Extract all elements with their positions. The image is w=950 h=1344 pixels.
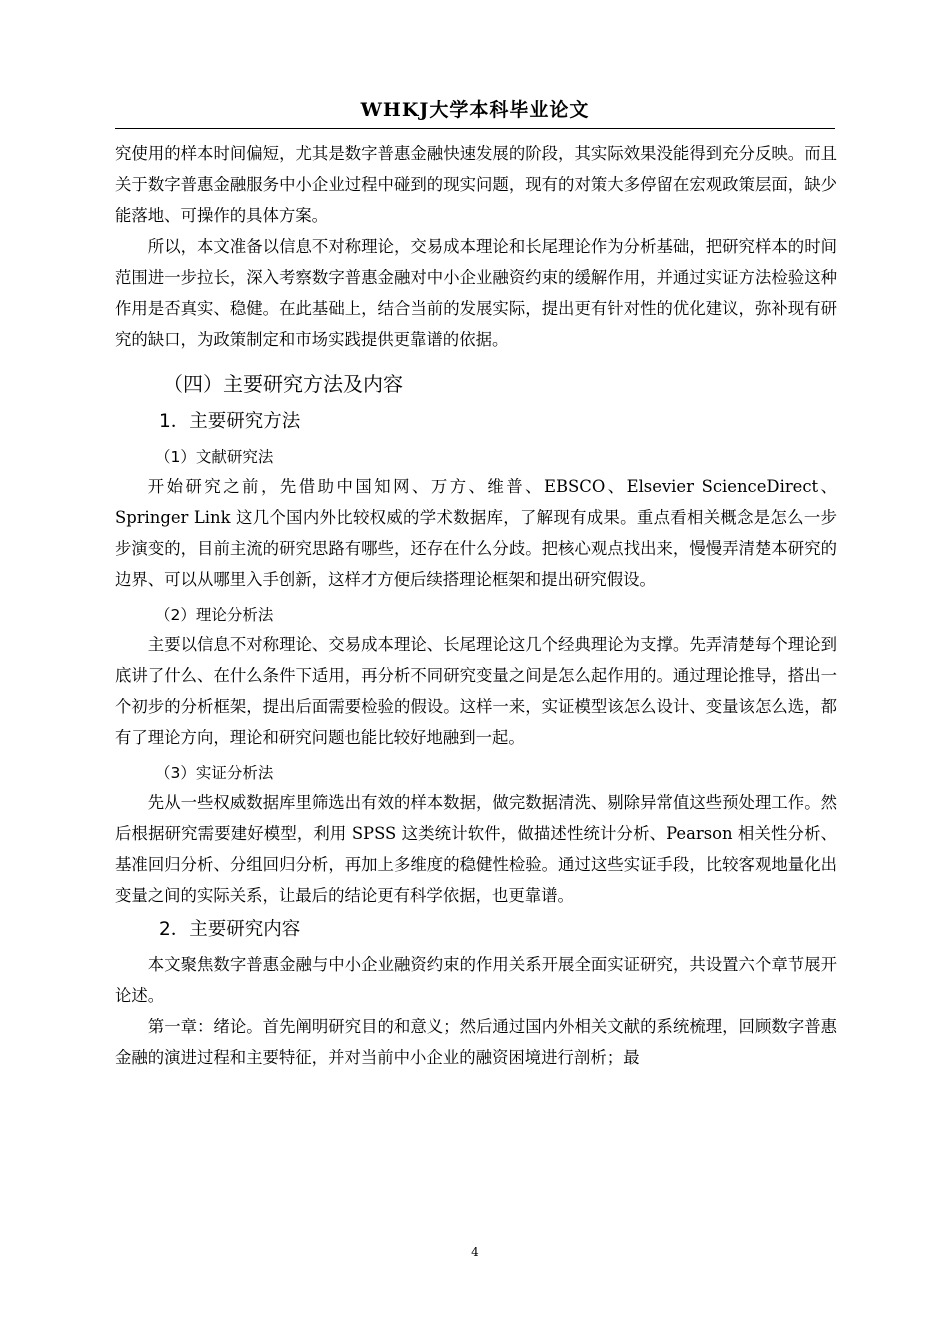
section-heading: （四）主要研究方法及内容 [163,372,403,396]
subsection-heading: 1．主要研究方法 [159,411,301,432]
body-paragraph: 先从一些权威数据库里筛选出有效的样本数据，做完数据清洗、剔除异常值这些预处理工作。然后根据研究需要建好模型，利用 SPSS 这类统计软件，做描述性统计分析、Pearson 相关性分析、基准回归分析、分组回归分析，再加上多维度的稳健性检验。通过这些实证手段，比较客观地量化出变量之间的实际关系，让最后的结论更有科学依据，也更靠谱。 [115,793,837,905]
body-paragraph: 第一章：绪论。首先阐明研究目的和意义；然后通过国内外相关文献的系统梳理，回顾数字普惠金融的演进过程和主要特征，并对当前中小企业的融资困境进行剖析；最 [115,1017,837,1067]
body-paragraph: 究使用的样本时间偏短，尤其是数字普惠金融快速发展的阶段，其实际效果没能得到充分反映。而且关于数字普惠金融服务中小企业过程中碰到的现实问题，现有的对策大多停留在宏观政策层面，缺少能落地、可操作的具体方案。 [115,144,837,225]
method-heading: （2）理论分析法 [155,606,274,624]
method-heading: （3）实证分析法 [155,764,274,782]
method-heading: （1）文献研究法 [155,448,274,466]
subsection-heading: 2．主要研究内容 [159,919,301,940]
page-body [115,138,837,1073]
body-paragraph: 主要以信息不对称理论、交易成本理论、长尾理论这几个经典理论为支撑。先弄清楚每个理论到底讲了什么、在什么条件下适用，再分析不同研究变量之间是怎么起作用的。通过理论推导，搭出一个初步的分析框架，提出后面需要检验的假设。这样一来，实证模型该怎么设计、变量该怎么选，都有了理论方向，理论和研究问题也能比较好地融到一起。 [115,635,837,747]
body-paragraph: 所以，本文准备以信息不对称理论，交易成本理论和长尾理论作为分析基础，把研究样本的时间范围进一步拉长，深入考察数字普惠金融对中小企业融资约束的缓解作用，并通过实证方法检验这种作用是否真实、稳健。在此基础上，结合当前的发展实际，提出更有针对性的优化建议，弥补现有研究的缺口，为政策制定和市场实践提供更靠谱的依据。 [115,237,837,349]
header-rule [115,128,835,129]
running-header: WHKJ大学本科毕业论文 [360,99,590,121]
body-paragraph: 开始研究之前，先借助中国知网、万方、维普、EBSCO、Elsevier ScienceDirect、Springer Link 这几个国内外比较权威的学术数据库，了解现有成果。重点看相关概念是怎么一步步演变的，目前主流的研究思路有哪些，还存在什么分歧。把核心观点找出来，慢慢弄清楚本研究的边界、可以从哪里入手创新，这样才方便后续搭理论框架和提出研究假设。 [115,477,837,589]
body-paragraph: 本文聚焦数字普惠金融与中小企业融资约束的作用关系开展全面实证研究，共设置六个章节展开论述。 [115,955,837,1005]
page-number: 4 [471,1245,479,1259]
